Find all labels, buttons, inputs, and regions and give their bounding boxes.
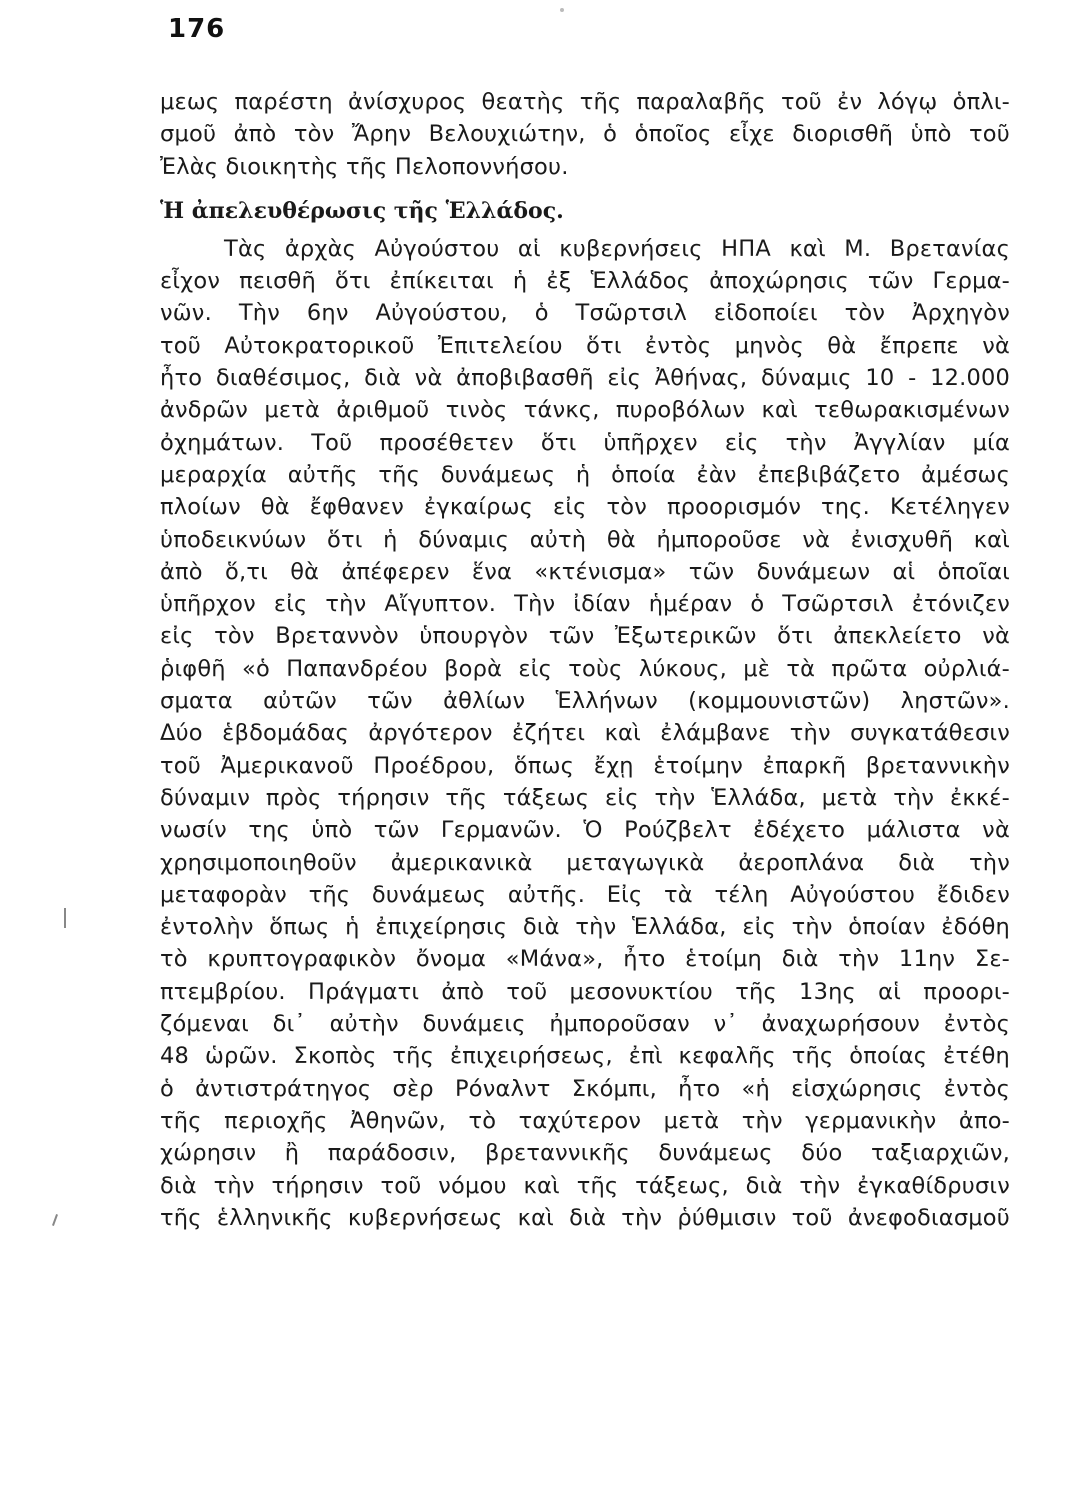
text-line: τὸ κρυπτογραφικὸν ὄνομα «Μάνα», ἦτο ἑτοίμη διὰ τὴν 11ην Σε- [160,946,1010,973]
text-line: Δύο ἑβδομάδας ἀργότερον ἐζήτει καὶ ἐλάμβανε τὴν συγκατάθεσιν [160,720,1010,747]
text-line: εἰς τὸν Βρεταννὸν ὑπουργὸν τῶν Ἐξωτερικῶν ὅτι ἀπεκλείετο νὰ [160,623,1010,650]
text-line: ζόμεναι δι᾿ αὐτὴν δυνάμεις ἠμποροῦσαν ν᾿ ἀναχωρήσουν ἐντὸς [160,1011,1010,1038]
text-line: διὰ τὴν τήρησιν τοῦ νόμου καὶ τῆς τάξεως, διὰ τὴν ἐγκαθίδρυσιν [160,1172,1010,1199]
text-line: ὀχημάτων. Τοῦ προσέθετεν ὅτι ὑπῆρχεν εἰς τὴν Ἀγγλίαν μία [160,429,1010,456]
text-line: δύναμιν πρὸς τήρησιν τῆς τάξεως εἰς τὴν Ἑλλάδα, μετὰ τὴν ἐκκέ- [160,784,1010,811]
text-line: μεραρχία αὐτῆς τῆς δυνάμεως ἡ ὁποία ἐὰν ἐπεβιβάζετο ἀμέσως [160,461,1010,488]
scan-speck [560,8,564,12]
text-line: τῆς ἑλληνικῆς κυβερνήσεως καὶ διὰ τὴν ῥύθμισιν τοῦ ἀνεφοδιασμοῦ [160,1204,1010,1231]
text-line: ἐντολὴν ὅπως ἡ ἐπιχείρησις διὰ τὴν Ἑλλάδα, εἰς τὴν ὁποίαν ἐδόθη [160,914,1010,941]
text-line: ἦτο διαθέσιμος, διὰ νὰ ἀποβιβασθῆ εἰς Ἀθήνας, δύναμις 10 - 12.000 [160,365,1010,392]
text-line: ῥιφθῆ «ὁ Παπανδρέου βορὰ εἰς τοὺς λύκους, μὲ τὰ πρῶτα οὐρλιά- [160,655,1010,682]
body-text [160,86,1010,1234]
text-line: ἀνδρῶν μετὰ ἀριθμοῦ τινὸς τάνκς, πυροβόλων καὶ τεθωρακισμένων [160,397,1010,424]
page-number: 176 [168,14,226,44]
text-line: νῶν. Τὴν 6ην Αὐγούστου, ὁ Τσῶρτσιλ εἰδοποίει τὸν Ἀρχηγὸν [160,300,1010,327]
text-line: νωσίν της ὑπὸ τῶν Γερμανῶν. Ὁ Ρούζβελτ ἐδέχετο μάλιστα νὰ [160,817,1010,844]
text-line: μεταφορὰν τῆς δυνάμεως αὐτῆς. Εἰς τὰ τέλη Αὐγούστου ἔδιδεν [160,881,1010,908]
text-line: ὁ ἀντιστράτηγος σὲρ Ρόναλντ Σκόμπι, ἦτο «ἡ εἰσχώρησις ἐντὸς [160,1075,1010,1102]
text-line: πτεμβρίου. Πράγματι ἀπὸ τοῦ μεσονυκτίου τῆς 13ης αἱ προορι- [160,978,1010,1005]
text-line: τῆς περιοχῆς Ἀθηνῶν, τὸ ταχύτερον μετὰ τὴν γερμανικὴν ἀπο- [160,1107,1010,1134]
text-line: σματα αὐτῶν τῶν ἀθλίων Ἑλλήνων (κομμουνιστῶν) ληστῶν». [160,688,1010,715]
paragraph [160,86,1010,183]
text-line: χρησιμοποιηθοῦν ἀμερικανικὰ μεταγωγικὰ ἀεροπλάνα διὰ τὴν [160,849,1010,876]
text-line: ἀπὸ ὅ,τι θὰ ἀπέφερεν ἕνα «κτένισμα» τῶν δυνάμεων αἱ ὁποῖαι [160,558,1010,585]
text-line: 48 ὡρῶν. Σκοπὸς τῆς ἐπιχειρήσεως, ἐπὶ κεφαλῆς τῆς ὁποίας ἐτέθη [160,1043,1010,1070]
text-line: χώρησιν ἢ παράδοσιν, βρεταννικῆς δυνάμεως δύο ταξιαρχιῶν, [160,1140,1010,1167]
margin-mark [64,908,66,928]
text-line: μεως παρέστη ἀνίσχυρος θεατὴς τῆς παραλαβῆς τοῦ ἐν λόγῳ ὁπλι- [160,89,1010,115]
text-line: εἶχον πεισθῆ ὅτι ἐπίκειται ἡ ἐξ Ἑλλάδος ἀποχώρησις τῶν Γερμα- [160,268,1010,295]
text-line: πλοίων θὰ ἔφθανεν ἐγκαίρως εἰς τὸν προορισμόν της. Κετέληγεν [160,494,1010,521]
text-line: Ἐλὰς διοικητὴς τῆς Πελοποννήσου. [160,153,569,180]
margin-mark [52,1214,58,1226]
text-line: ὑπῆρχον εἰς τὴν Αἴγυπτον. Τὴν ἰδίαν ἡμέραν ὁ Τσῶρτσιλ ἐτόνιζεν [160,591,1010,618]
paragraph [160,233,1010,1234]
text-line: τοῦ Αὐτοκρατορικοῦ Ἐπιτελείου ὅτι ἐντὸς μηνὸς θὰ ἔπρεπε νὰ [160,332,1010,359]
text-line: ὑποδεικνύων ὅτι ἡ δύναμις αὐτὴ θὰ ἠμποροῦσε νὰ ἐνισχυθῆ καὶ [160,526,1010,553]
section-heading: Ἡ ἀπελευθέρωσις τῆς Ἑλλάδος. [160,197,564,224]
text-line: σμοῦ ἀπὸ τὸν Ἄρην Βελουχιώτην, ὁ ὁποῖος εἶχε διορισθῆ ὑπὸ τοῦ [160,121,1010,148]
text-line: Τὰς ἀρχὰς Αὐγούστου αἱ κυβερνήσεις ΗΠΑ καὶ Μ. Βρετανίας [224,235,1010,262]
text-line: τοῦ Ἀμερικανοῦ Προέδρου, ὅπως ἔχῃ ἑτοίμην ἐπαρκῆ βρεταννικὴν [160,752,1010,779]
